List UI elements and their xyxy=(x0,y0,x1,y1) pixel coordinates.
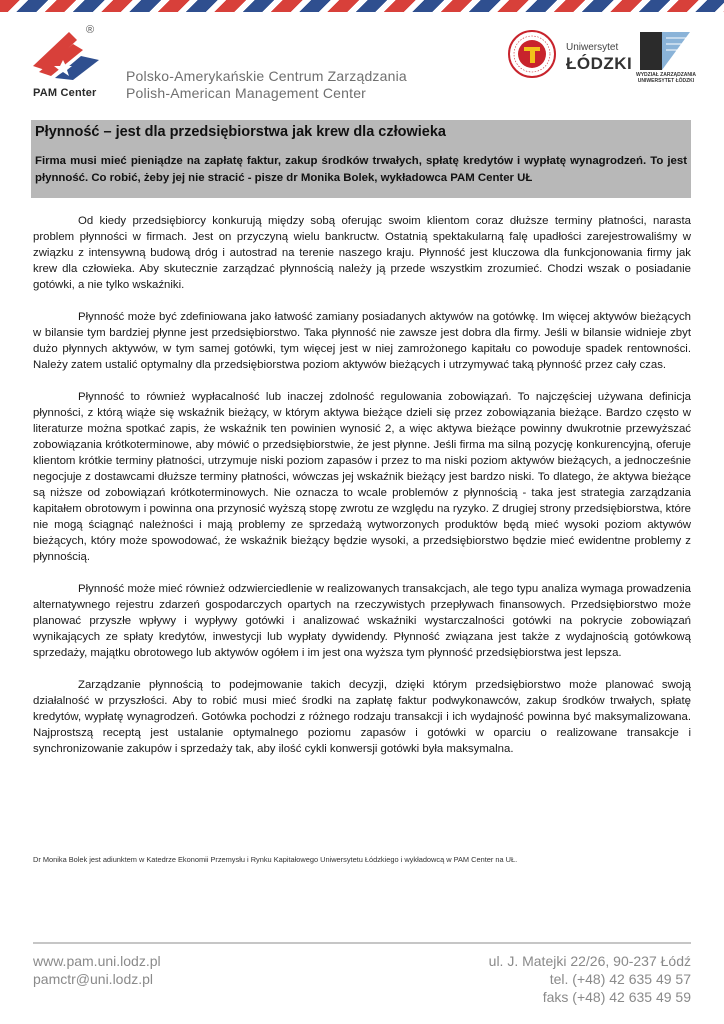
university-name: ŁÓDZKI xyxy=(566,54,633,73)
registered-mark: ® xyxy=(86,24,95,36)
article-lead: Firma musi mieć pieniądze na zapłatę faktur, zakup środków trwałych, spłatę kredytów i wypłatę wynagrodzeń. To jest płynność. Co robić, żeby jej nie stracić - pisze dr Monika Bolek, wykładowca PAM Center UŁ xyxy=(35,155,687,184)
article-body xyxy=(33,213,691,757)
pam-logo-text: PAM Center xyxy=(33,87,97,99)
footer-contact-web xyxy=(33,952,161,988)
university-seal-icon xyxy=(508,30,556,78)
website-link[interactable]: www.pam.uni.lodz.pl xyxy=(33,953,161,969)
fax-number: faks (+48) 42 635 49 59 xyxy=(542,989,691,1005)
pam-star-icon xyxy=(33,30,103,82)
center-name-pl: Polsko-Amerykańskie Centrum Zarządzania xyxy=(126,68,407,84)
paragraph: Płynność może mieć również odzwierciedlenie w realizowanych transakcjach, ale tego typu analiza wymaga prowadzenia alternatywnego rejestru zdarzeń gospodarczych opartych na rzeczywistych przepływach finansowych. Przedsiębiorstwo może planować przyszłe wpływy i wypływy gotówki i analizować wskaźniki wystarczalności gotówki na pokrycie zobowiązań wynikających ze spłaty kredytów, inwestycji lub wypłaty dywidendy. Płynność związana jest także z wydajnością gotówkową sprzedaży, majątku obrotowego lub aktywów ogółem i im jest ona wyższa tym płynność przedsiębiorstwa jest lepsza. xyxy=(33,583,691,659)
article-title: Płynność – jest dla przedsiębiorstwa jak krew dla człowieka xyxy=(35,124,446,140)
footer-contact-address xyxy=(489,952,691,1006)
center-name xyxy=(126,68,407,102)
university-label: Uniwersytet xyxy=(566,42,619,53)
postal-address: ul. J. Matejki 22/26, 90-237 Łódź xyxy=(488,953,691,969)
airmail-border xyxy=(0,0,724,12)
author-footnote: Dr Monika Bolek jest adiunktem w Katedrze Ekonomii Przemysłu i Rynku Kapitałowego Uniwersytetu Łódzkiego i wykładowcą w PAM Center na UŁ. xyxy=(33,855,518,864)
paragraph: Płynność może być zdefiniowana jako łatwość zamiany posiadanych aktywów na gotówkę. Im więcej aktywów bieżących w bilansie tym bardziej płynne jest przedsiębiorstwo. Taka płynność nie zawsze jest dobra dla firmy. Jeśli w bilansie widnieje zbyt dużo płynnych aktywów, w tym samej gotówki, tym więcej jest w niej zamrożonego kapitału co powoduje spadek rentowności. Należy zatem ustalić optymalny dla przedsiębiorstwa poziom aktywów bieżących i utrzymywać taką płynność przez cały czas. xyxy=(33,311,691,371)
faculty-logo-text: WYDZIAŁ ZARZĄDZANIA UNIWERSYTET ŁÓDZKI xyxy=(636,72,696,84)
center-name-en: Polish-American Management Center xyxy=(126,85,367,101)
email-link[interactable]: pamctr@uni.lodz.pl xyxy=(33,971,154,987)
paragraph: Płynność to również wypłacalność lub inaczej zdolność regulowania zobowiązań. To najczęściej używana definicja płynności, z którą wiąże się wskaźnik bieżący, w którym aktywa bieżące dzieli się przez zobowiązania bieżące. Bardzo często w literaturze można spotkać zapis, że wskaźnik ten powinien wynosić 2, a więc aktywa bieżące powinny dwukrotnie przewyższać zobowiązania krótkoterminowe, aby mówić o przedsiębiorstwie, że jest płynne. Jeśli firma ma silną pozycję konkurencyjną, oferuje klientom krótkie terminy płatności, utrzymuje niski poziom zapasów i przez to ma niski poziom aktywów bieżących, a jednocześnie negocjuje z dostawcami dłuższe terminy płatności, wówczas jej wskaźnik bieżący jest bardzo niski. To dlatego, że aktywa bieżące są niższe od zobowiązań krótkoterminowych. Nie oznacza to wcale problemów z płynnością - taka jest strategia zarządzania kapitałem obrotowym i powinna ona przynosić wyższą stopę zwrotu ze względu na ryzyko. Z drugiej strony przedsiębiorstwa, które nie mogą ściągnąć należności i mają problemy ze sprzedażą wytworzonych produktów będą mieć wysoki poziom aktywów bieżących, który może spowodować, że wskaźnik bieżący będzie wysoki, a przedsiębiorstwo będzie mieć ewidentne problemy z płynnością. xyxy=(33,391,691,563)
pam-center-logo xyxy=(33,30,103,92)
paragraph: Zarządzanie płynnością to podejmowanie takich decyzji, dzięki którym przedsiębiorstwo może planować swoją działalność w przyszłości. Aby to robić musi mieć środki na zapłatę faktur podwykonawców, zakup środków trwałych, spłatę kredytów, wypłatę wynagrodzeń. Gotówka pochodzi z różnego rodzaju transakcji i ich wydajność powinna być maksymalizowana. Najprostszą receptą jest ustalanie optymalnego poziomu zapasów i gotówki w oparciu o realizowane transakcje i synchronizowanie zakupów i sprzedaży tak, aby ilość cykli konwersji gotówki była maksymalna. xyxy=(33,679,691,755)
faculty-logo-icon xyxy=(640,32,690,70)
article-banner xyxy=(31,120,691,198)
letterhead xyxy=(0,12,724,107)
paragraph: Od kiedy przedsiębiorcy konkurują między sobą oferując swoim klientom coraz dłuższe terminy płatności, narasta problem płynności w firmach. Jest on przyczyną wielu bankructw. Ostatnią spektakularną falę upadłości zarejestrowaliśmy w związku z intensywną budową dróg i autostrad na terenie naszego kraju. Płynność jest kluczowa dla funkcjonowania firmy jak krew dla człowieka. Aby skutecznie zarządzać płynnością należy ją przede wszystkim zrozumieć. Chodzi wszak o posiadanie gotówki, a nie tylko wskaźniki. xyxy=(33,215,691,291)
phone-number: tel. (+48) 42 635 49 57 xyxy=(549,971,691,987)
footer-divider xyxy=(33,942,691,944)
